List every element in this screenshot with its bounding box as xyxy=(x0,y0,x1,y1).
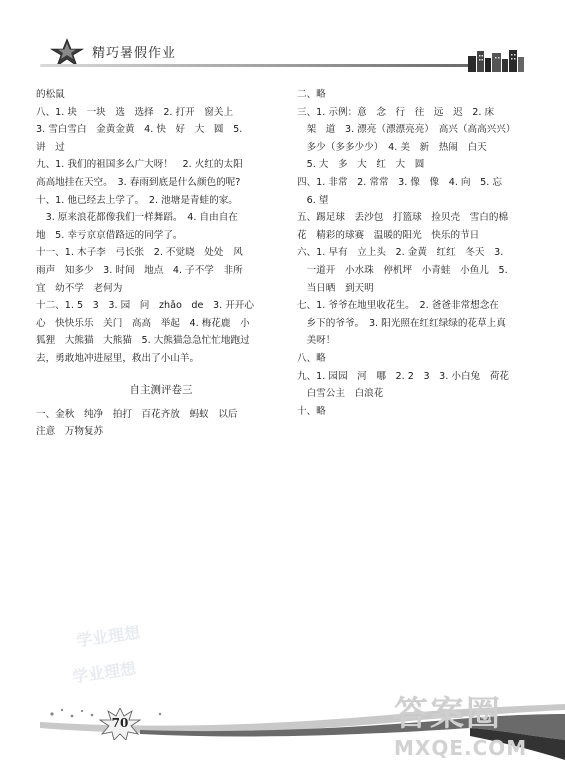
text-line: 3. 原来浪花都像我们一样舞蹈。 4. 自由自在 xyxy=(36,212,238,224)
text-line: 八、略 xyxy=(297,352,326,364)
text-line: 四、1. 非常 2. 常常 3. 像 像 4. 向 5. 忘 xyxy=(297,176,502,188)
faint-watermark: 学业理想 xyxy=(75,622,142,651)
page-number: 70 xyxy=(111,716,129,730)
text-line: 架 道 3. 漂亮（漂漂亮亮） 高兴（高高兴兴） xyxy=(297,124,516,136)
text-line: 十、略 xyxy=(297,405,326,417)
brand-site-url: MXQE.COM xyxy=(394,736,528,760)
text-line: 十二、1. 5 3 3. 园 问 zhǎo de 3. 开开心 xyxy=(36,300,254,312)
text-line: 一、金秋 纯净 拍打 百花齐放 蚂蚁 以后 xyxy=(36,408,238,420)
text-line: 七、1. 爷爷在地里收花生。 2. 爸爸非常想念在 xyxy=(297,300,499,312)
text-line: 一道开 小水珠 停机坪 小青蛙 小鱼儿 5. xyxy=(297,264,508,276)
text-line: 注意 万物复苏 xyxy=(36,426,104,438)
text-line: 十、1. 他已经去上学了。 2. 池塘是青蛙的家。 xyxy=(36,194,238,206)
text-line: 九、1. 园园 河 哪 2. 2 3 3. 小白兔 荷花 xyxy=(297,370,509,382)
text-line: 的松鼠 xyxy=(36,89,65,100)
text-line: 雨声 知多少 3. 时间 地点 4. 子不学 非所 xyxy=(36,264,243,276)
text-line: 乡下的爷爷。 3. 阳光照在红红绿绿的花草上真 xyxy=(297,317,506,329)
city-skyline-icon xyxy=(468,48,524,72)
text-line: 地 5. 幸亏京京借路远的同学了。 xyxy=(36,229,183,241)
page-header xyxy=(0,0,565,80)
text-line: 美呀！ xyxy=(297,335,336,347)
text-line: 二、略 xyxy=(297,89,326,100)
text-line: 5. 大 多 大 红 大 圆 xyxy=(297,159,425,171)
text-line: 八、1. 块 一块 选 选择 2. 打开 窗关上 xyxy=(36,106,234,118)
text-line: 五、踢足球 丢沙包 打篮球 捡贝壳 雪白的棉 xyxy=(297,212,509,224)
text-line: 宜 幼不学 老何为 xyxy=(36,282,123,294)
header-divider xyxy=(40,64,470,67)
text-line: 多少（多多少少） 4. 美 新 热闹 白天 xyxy=(297,141,487,153)
text-line: 6. 望 xyxy=(297,194,329,206)
text-line: 十一、1. 木子李 弓长张 2. 不觉晓 处处 风 xyxy=(36,247,243,259)
brand-logo-text: 答案圈 xyxy=(394,694,502,734)
text-line: 三、1. 示例：意 念 行 往 远 迟 2. 床 xyxy=(297,106,495,118)
right-answer-column xyxy=(297,86,527,420)
text-line: 六、1. 早有 立上头 2. 金黄 红红 冬天 3. xyxy=(297,247,504,259)
text-line: 当日晒 到天明 xyxy=(297,282,374,294)
text-line: 狐狸 大熊猫 大熊猫 5. 大熊猫急急忙忙地跑过 xyxy=(36,335,250,347)
text-line: 心 快快乐乐 关门 高高 举起 4. 梅花鹿 小 xyxy=(36,317,250,329)
left-answer-column xyxy=(36,86,286,441)
text-line: 高高地挂在天空。 3. 春雨到底是什么颜色的呢? xyxy=(36,176,241,188)
text-line: 花 精彩的球赛 温暖的阳光 快乐的节日 xyxy=(297,229,480,241)
header-title: 精巧暑假作业 xyxy=(92,46,177,61)
section-title: 自主测评卷三 xyxy=(129,383,193,396)
brand-logo xyxy=(394,686,554,734)
page-number-badge xyxy=(98,708,142,740)
faint-watermark: 学业理想 xyxy=(71,658,138,687)
text-line: 讲 过 xyxy=(36,141,65,153)
text-line: 白雪公主 白浪花 xyxy=(297,388,384,400)
text-line: 去，勇敢地冲进屋里，救出了小山羊。 xyxy=(36,352,200,364)
text-line: 3. 雪白雪白 金黄金黄 4. 快 好 大 圆 5. xyxy=(36,124,243,136)
text-line: 九、1. 我们的祖国多么广大呀！ 2. 火红的太阳 xyxy=(36,159,243,171)
